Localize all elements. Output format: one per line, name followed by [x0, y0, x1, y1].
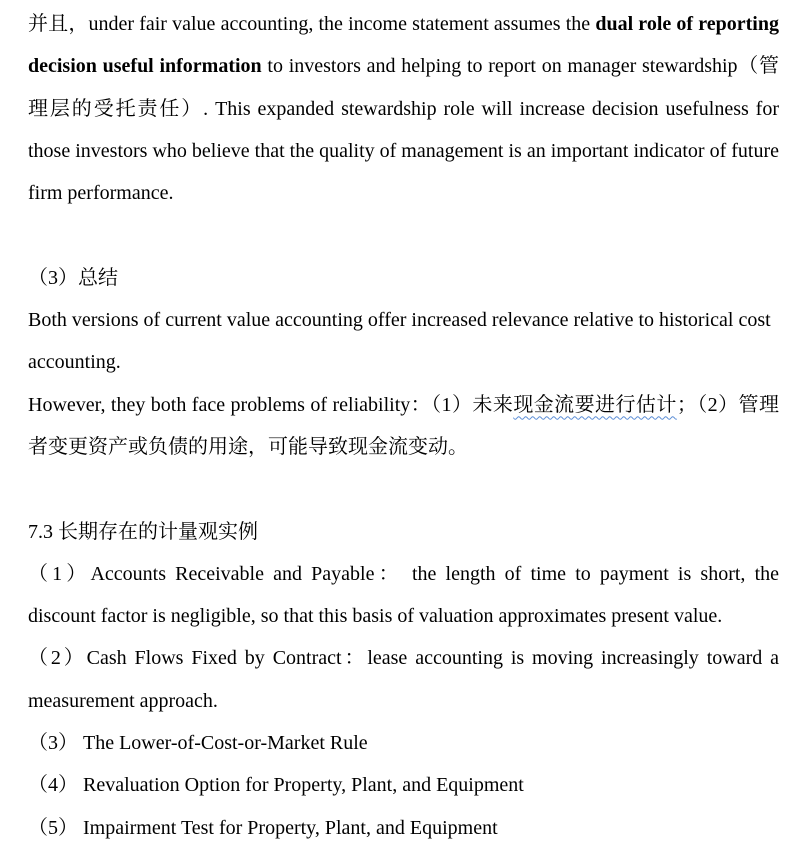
text-run: However, they both face problems of reliability：（1）未来	[28, 393, 514, 416]
blank-line	[28, 214, 779, 256]
text-run: （3）总结	[28, 266, 118, 289]
para-item-5-impairment-test	[28, 807, 779, 849]
text-run: （1）Accounts Receivable and Payable： the length of time to payment is short, the discount factor is negligible, so that this basis of valuation approximates present value.	[28, 562, 779, 628]
para-both-versions	[28, 299, 779, 384]
para-item-3-lower-of-cost-or-market	[28, 722, 779, 764]
heading-7-3-measurement-examples	[28, 511, 779, 553]
para-item-1-accounts-receivable	[28, 553, 779, 638]
para-reliability-problems	[28, 384, 779, 469]
text-run: （4） Revaluation Option for Property, Plant, and Equipment	[28, 774, 524, 797]
text-run: Both versions of current value accounting offer increased relevance relative to historical cost accounting.	[28, 309, 771, 374]
text-run: （5） Impairment Test for Property, Plant, and Equipment	[28, 816, 498, 839]
heading-summary	[28, 257, 779, 299]
text-run: （2）Cash Flows Fixed by Contract：lease accounting is moving increasingly toward a measurement approach.	[28, 647, 779, 712]
text-run: 并且，under fair value accounting, the income statement assumes the	[28, 13, 596, 35]
text-run: （3） The Lower-of-Cost-or-Market Rule	[28, 732, 368, 755]
document-body	[28, 3, 779, 849]
text-run: 7.3 长期存在的计量观实例	[28, 520, 258, 543]
para-item-2-cash-flows-fixed	[28, 637, 779, 722]
spellcheck-wavy-text: 现金流要进行估计	[513, 393, 677, 416]
blank-line	[28, 468, 779, 510]
para-item-4-revaluation-option	[28, 764, 779, 806]
text-run: to investors and helping to report on manager stewardship（管理层的受托责任）. This expanded stewardship role will increase decision usefulness for those investors who believe that the quality of management is an important indicator of future firm performance.	[28, 55, 779, 205]
text-run: ；（2）管理者变更资产或负债的用途，可能导致现金流变动。	[28, 393, 779, 458]
bold-phrase: dual role of reporting decision useful information	[28, 13, 779, 78]
para-fair-value-income-statement	[28, 3, 779, 214]
